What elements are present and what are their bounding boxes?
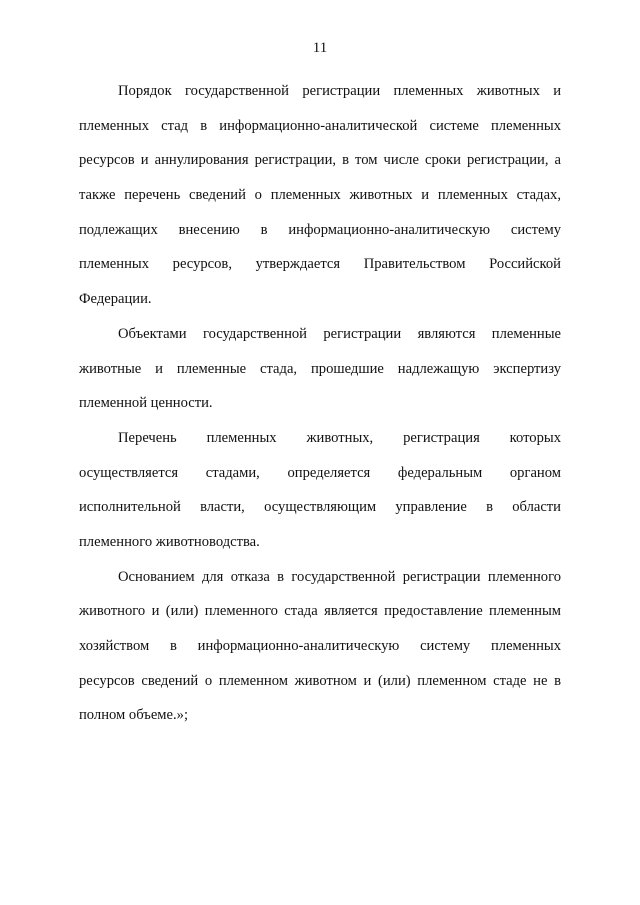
text-line: полном объеме.»;: [79, 707, 189, 724]
text-line: племенного животноводства.: [79, 533, 260, 550]
text-line: племенной ценности.: [79, 395, 213, 412]
text-line: Объектами государственной регистрации являются племенные: [118, 325, 561, 342]
text-line: животного и (или) племенного стада является предоставление племенным: [79, 603, 561, 620]
document-body: [79, 74, 561, 733]
text-line: также перечень сведений о племенных животных и племенных стадах,: [79, 187, 561, 204]
paragraph-3: [79, 421, 561, 560]
paragraph-1: [79, 74, 561, 317]
text-line: осуществляется стадами, определяется федеральным органом: [79, 464, 561, 481]
paragraph-4: [79, 560, 561, 733]
text-line: хозяйством в информационно-аналитическую систему племенных: [79, 638, 561, 654]
text-line: Перечень племенных животных, регистрация которых: [118, 429, 561, 446]
text-line: племенных стад в информационно-аналитической системе племенных: [79, 117, 561, 134]
text-line: ресурсов и аннулирования регистрации, в том числе сроки регистрации, а: [79, 152, 561, 169]
text-line: ресурсов сведений о племенном животном и (или) племенном стаде не в: [79, 672, 561, 689]
page-number: 11: [312, 40, 328, 56]
text-line: исполнительной власти, осуществляющим управление в области: [79, 499, 561, 516]
text-line: Порядок государственной регистрации племенных животных и: [118, 83, 561, 99]
text-line: подлежащих внесению в информационно-аналитическую систему: [79, 221, 561, 238]
text-line: Федерации.: [79, 291, 152, 308]
text-line: племенных ресурсов, утверждается Правительством Российской: [79, 256, 561, 273]
text-line: животные и племенные стада, прошедшие надлежащую экспертизу: [79, 360, 561, 377]
text-line: Основанием для отказа в государственной регистрации племенного: [118, 568, 561, 585]
paragraph-2: [79, 317, 561, 421]
